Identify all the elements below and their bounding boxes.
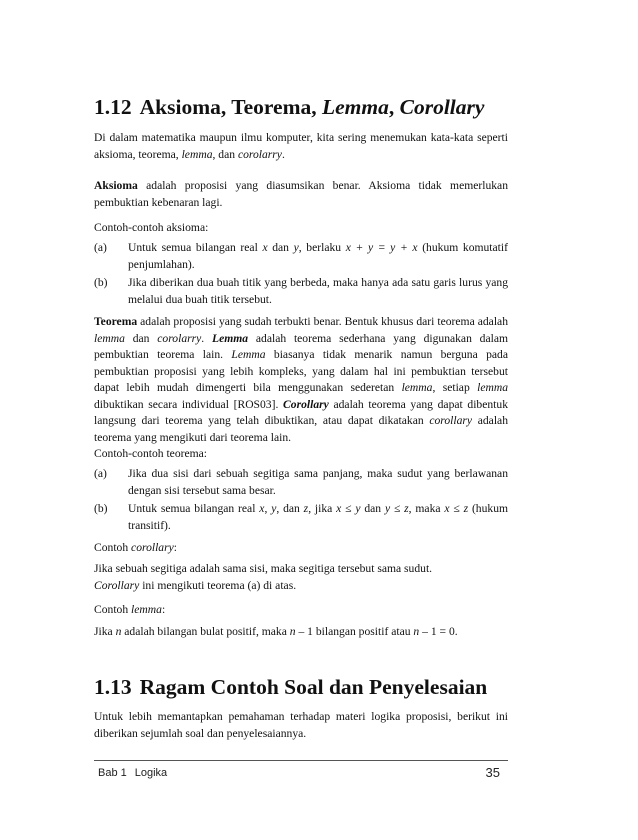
section-title-comma: ,: [388, 95, 400, 119]
math-expression: x + y = y + x: [345, 241, 418, 254]
list-text: Untuk semua bilangan real: [128, 502, 260, 515]
para-text: adalah teorema sederhana yang digunakan dalam pembuktian teorema lain.: [94, 331, 509, 361]
list-marker: (b): [94, 502, 108, 515]
corollary-text: ini mengikuti teorema (a) di atas.: [139, 578, 297, 592]
section-title-lemma: Lemma: [322, 95, 389, 119]
para-italic: lemma: [477, 381, 509, 394]
section-heading-1-13: [94, 674, 508, 700]
list-text: Untuk semua bilangan real: [128, 241, 263, 254]
lemma-text: adalah bilangan bulat positif, maka: [121, 625, 290, 638]
intro-text: , dan: [212, 147, 238, 161]
para-text: adalah teorema yang mengikuti dari teorema lain.: [94, 414, 508, 444]
math-var: n: [289, 625, 296, 638]
para-text: adalah proposisi yang sudah terbukti benar. Bentuk khusus dari teorema adalah: [137, 315, 508, 328]
para-text: dan: [124, 331, 158, 345]
list-text: dan: [360, 502, 385, 515]
outro-paragraph: Untuk lebih memantapkan pemahaman terhadap materi logika proposisi, berikut ini diberikan sejumlah soal dan penyelesaiannya.: [94, 710, 508, 740]
section-number: 1.13: [94, 675, 132, 699]
math-expression: y ≤ z: [384, 502, 409, 515]
section-title-corollary: Corollary: [399, 95, 485, 119]
math-var: n: [115, 625, 122, 638]
footer-chapter: [98, 767, 167, 779]
page-number: 35: [485, 765, 500, 780]
list-text: (hukum komutatif penjumlahan).: [128, 241, 508, 271]
lemma-text: Jika: [94, 625, 116, 638]
label-italic: corollary: [131, 541, 174, 554]
teorema-examples-list: [94, 466, 508, 536]
para-italic: Lemma: [231, 348, 266, 361]
aksioma-examples-label: Contoh-contoh aksioma:: [94, 221, 209, 234]
aksioma-term: Aksioma: [94, 179, 138, 192]
section-title-part: Aksioma, Teorema,: [139, 95, 322, 119]
para-text: biasanya tidak menarik namun berguna pada pembuktian proposisi yang lebih kompleks, yang dalam hal ini pembuktian tersebut dapat lebih mudah dimengerti bila menggunakan sederetan: [94, 348, 508, 394]
list-item: [94, 275, 508, 308]
corollary-line: Jika sebuah segitiga adalah sama sisi, maka segitiga tersebut sama sudut.: [94, 562, 433, 575]
list-text: ,: [264, 502, 272, 515]
lemma-text: – 1 bilangan positif atau: [295, 625, 414, 638]
list-text: , maka: [408, 502, 445, 515]
list-text: , berlaku: [298, 241, 346, 254]
footer-divider: [94, 760, 508, 761]
para-text: , setiap: [432, 381, 478, 394]
label-text: Contoh: [94, 603, 132, 616]
corollary-term: Corollary: [283, 397, 329, 411]
aksioma-definition: adalah proposisi yang diasumsikan benar. Aksioma tidak memerlukan pembuktian kebenaran lagi.: [94, 179, 508, 209]
math-var: x: [262, 241, 268, 254]
teorema-paragraph: [94, 314, 508, 446]
chapter-title: Logika: [134, 767, 168, 779]
list-text: Jika diberikan dua buah titik yang berbeda, maka hanya ada satu garis lurus yang melalui dua buah titik tersebut.: [128, 276, 508, 306]
list-text: (hukum transitif).: [128, 502, 509, 532]
intro-lemma: lemma: [181, 147, 213, 161]
corollary-example: [94, 561, 508, 594]
list-marker: (b): [94, 276, 108, 289]
lemma-text: – 1 = 0.: [419, 625, 458, 638]
math-var: y: [293, 241, 299, 254]
label-text: Contoh: [94, 541, 132, 554]
list-text: dan: [267, 241, 294, 254]
math-expression: x ≤ y: [336, 502, 361, 515]
para-italic: corollary: [429, 414, 473, 427]
corollary-italic: Corollary: [94, 578, 140, 592]
chapter-number: Bab 1: [98, 767, 127, 779]
list-marker: (a): [94, 241, 107, 254]
teorema-term: Teorema: [94, 315, 138, 328]
math-var: z: [303, 502, 309, 515]
para-text: dibuktikan secara individual [ROS03].: [94, 397, 284, 411]
math-expression: x ≤ z: [444, 502, 469, 515]
corollary-line: [94, 578, 508, 595]
math-var: n: [413, 625, 420, 638]
list-item: [94, 240, 508, 273]
lemma-term: Lemma: [212, 331, 249, 345]
section-heading-1-12: [94, 94, 508, 120]
intro-paragraph: [94, 130, 508, 163]
list-item: [94, 466, 508, 499]
lemma-label: [94, 602, 508, 619]
teorema-examples-label: Contoh-contoh teorema:: [94, 447, 208, 460]
document-page: [94, 0, 508, 840]
label-text: :: [161, 603, 166, 616]
intro-text: Di dalam matematika maupun ilmu komputer, kita sering menemukan kata-kata seperti aksioma, teorema,: [94, 131, 508, 161]
label-text: :: [173, 541, 177, 554]
para-italic: lemma: [401, 381, 433, 394]
lemma-example: [94, 624, 508, 641]
corollary-label: [94, 540, 508, 557]
list-item: [94, 501, 508, 534]
para-italic: corolarry: [157, 331, 202, 345]
list-marker: (a): [94, 467, 107, 480]
list-text: Jika dua sisi dari sebuah segitiga sama panjang, maka sudut yang berlawanan dengan sisi tersebut sama besar.: [128, 467, 508, 497]
section-number: 1.12: [94, 95, 132, 119]
para-text: .: [201, 331, 213, 345]
math-var: y: [271, 502, 277, 515]
intro-text: .: [281, 147, 285, 161]
para-italic: lemma: [94, 331, 125, 345]
list-text: , jika: [308, 502, 337, 515]
list-text: , dan: [276, 502, 304, 515]
aksioma-examples-list: [94, 240, 508, 310]
label-italic: lemma: [131, 603, 162, 616]
aksioma-paragraph: [94, 178, 508, 211]
para-text: adalah teorema yang dapat dibentuk langsung dari teorema yang telah dibuktikan, atau dapat dikatakan: [94, 397, 508, 427]
intro-corolarry: corolarry: [237, 147, 282, 161]
math-var: x: [259, 502, 265, 515]
section-title: Ragam Contoh Soal dan Penyelesaian: [139, 675, 488, 699]
